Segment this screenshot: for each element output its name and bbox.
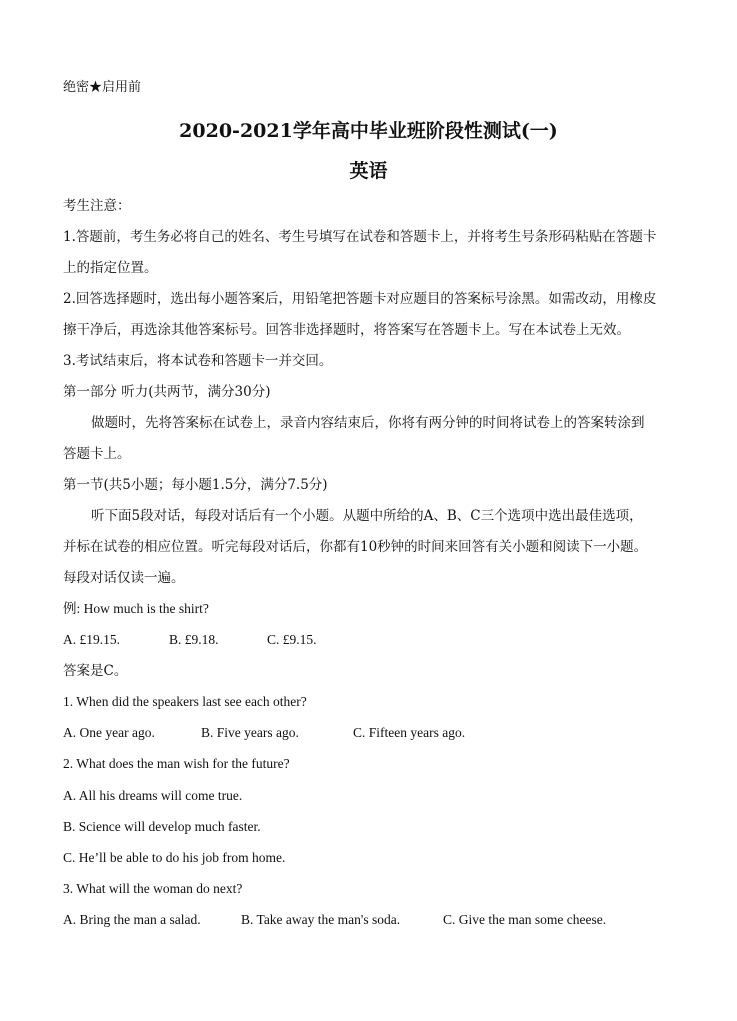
notice-item-1-line-2: 上的指定位置。 xyxy=(63,260,158,276)
question-3: 3. What will the woman do next? xyxy=(63,881,243,896)
exam-title: 2020-2021学年高中毕业班阶段性测试(一) xyxy=(179,120,558,142)
question-1-option-b: B. Five years ago. xyxy=(201,725,299,740)
question-2-option-a: A. All his dreams will come true. xyxy=(63,788,243,803)
question-3-option-a: A. Bring the man a salad. xyxy=(63,912,201,927)
question-3-options xyxy=(63,910,606,930)
notice-item-1-line-1: 1.答题前，考生务必将自己的姓名、考生号填写在试卷和答题卡上，并将考生号条形码粘贴在答题卡 xyxy=(63,229,657,245)
part1-instruction-line-2: 答题卡上。 xyxy=(63,446,131,462)
notice-heading: 考生注意： xyxy=(63,198,131,214)
question-1-option-c: C. Fifteen years ago. xyxy=(353,725,466,740)
notice-item-3: 3.考试结束后，将本试卷和答题卡一并交回。 xyxy=(63,353,333,369)
question-2-option-b: B. Science will develop much faster. xyxy=(63,819,261,834)
question-2-option-c: C. He’ll be able to do his job from home. xyxy=(63,850,286,865)
section1-instruction-line-2: 并标在试卷的相应位置。听完每段对话后，你都有10秒钟的时间来回答有关小题和阅读下一小题。 xyxy=(63,539,648,555)
part1-instruction-line-1: 做题时，先将答案标在试卷上，录音内容结束后，你将有两分钟的时间将试卷上的答案转涂到 xyxy=(91,415,645,431)
question-3-option-b: B. Take away the man's soda. xyxy=(241,912,401,927)
part1-heading: 第一部分 听力(共两节，满分30分) xyxy=(63,384,271,400)
section1-instruction-line-3: 每段对话仅读一遍。 xyxy=(63,570,185,586)
example-option-c: C. £9.15. xyxy=(267,632,317,647)
confidential-label: 绝密★启用前 xyxy=(63,80,142,95)
example-option-a: A. £19.15. xyxy=(63,632,120,647)
example-option-b: B. £9.18. xyxy=(169,632,219,647)
example-question: 例: How much is the shirt? xyxy=(63,601,209,616)
subject-title: 英语 xyxy=(349,160,388,182)
question-1-option-a: A. One year ago. xyxy=(63,725,155,740)
question-3-option-c: C. Give the man some cheese. xyxy=(443,912,607,927)
notice-item-2-line-1: 2.回答选择题时，选出每小题答案后，用铅笔把答题卡对应题目的答案标号涂黑。如需改动，用橡皮 xyxy=(63,291,657,307)
section1-heading: 第一节(共5小题；每小题1.5分，满分7.5分) xyxy=(63,477,328,493)
question-1: 1. When did the speakers last see each other? xyxy=(63,694,307,709)
question-2: 2. What does the man wish for the future? xyxy=(63,756,290,771)
question-1-options xyxy=(63,723,465,743)
example-answer: 答案是C。 xyxy=(63,663,128,679)
section1-instruction-line-1: 听下面5段对话，每段对话后有一个小题。从题中所给的A、B、C三个选项中选出最佳选项， xyxy=(91,508,643,524)
example-options xyxy=(63,630,317,650)
notice-item-2-line-2: 擦干净后，再选涂其他答案标号。回答非选择题时，将答案写在答题卡上。写在本试卷上无效。 xyxy=(63,322,630,338)
